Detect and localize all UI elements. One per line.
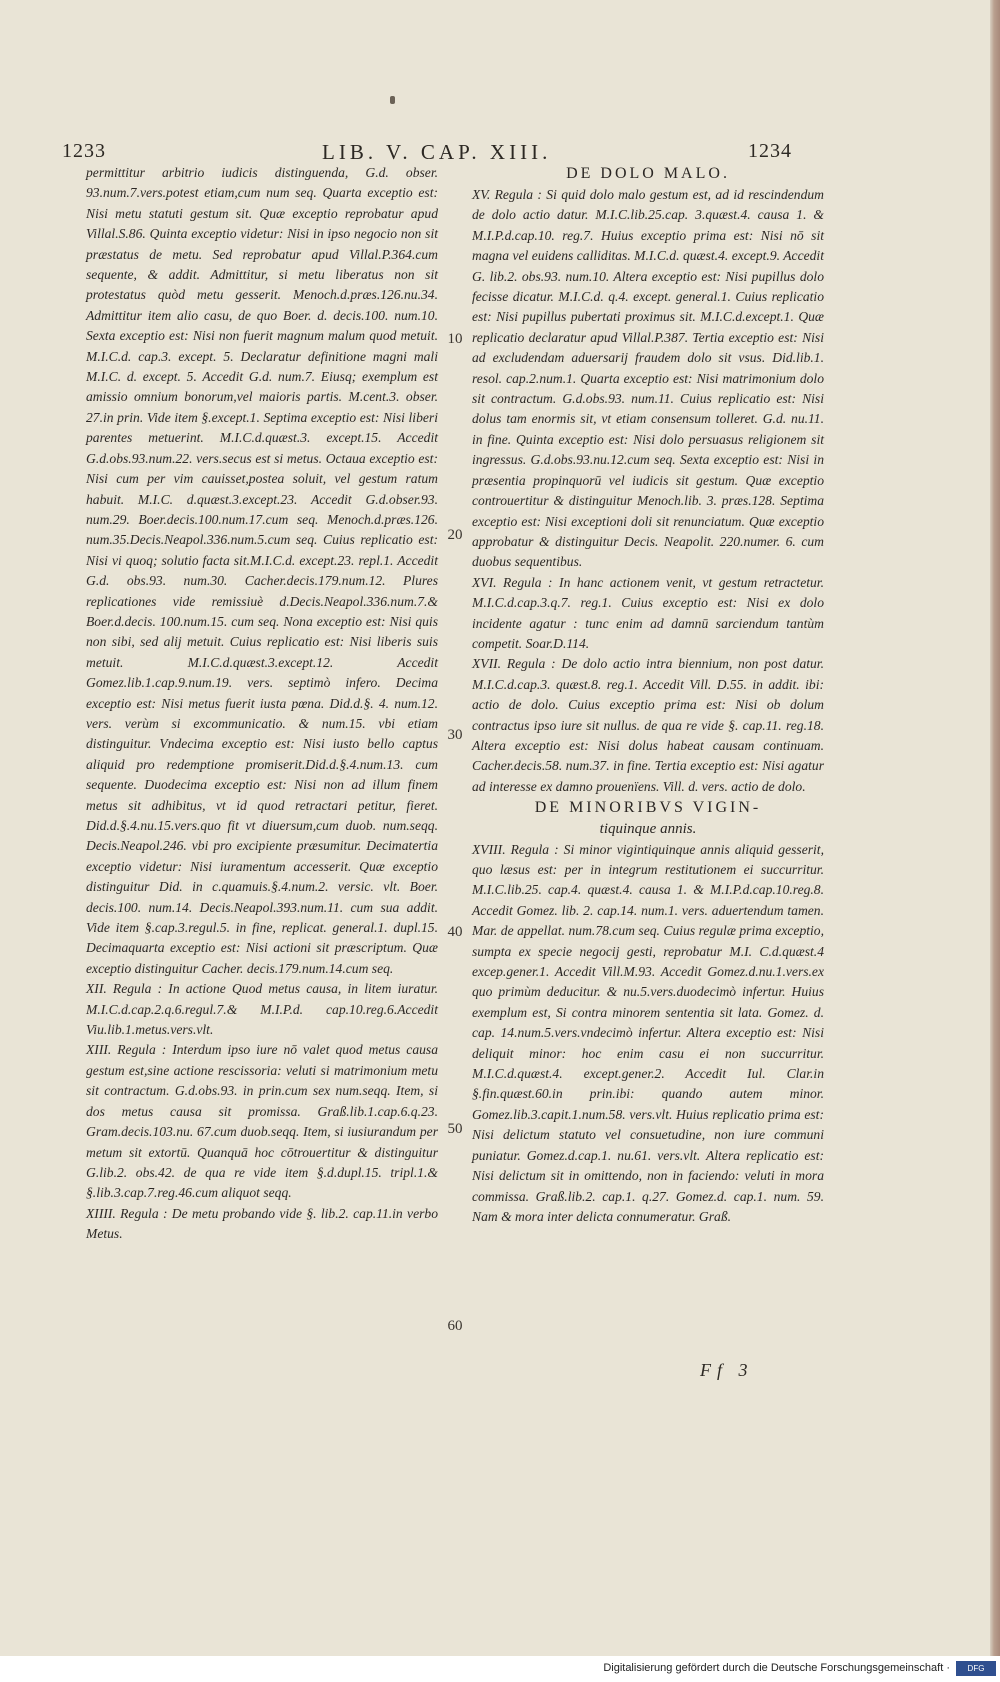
page-edge [990,0,1000,1682]
right-paragraph: XV. Regula : Si quid dolo malo gestum est, ad id rescindendum de dolo actio datur. M.I.C.lib.25.cap. 3.quæst.4. causa 1. & M.I.P.d.cap.10. reg.7. Huius exceptio prima est: Nisi nō sit magna vel euidens calliditas. M.I.C.d. quæst.4. except.9. Accedit G. lib.2. obs.93. num.10. Altera exceptio est: Nisi pupillus dolo fecisse dicatur. M.I.C.d. q.4. except. general.1. Cuius replicatio est: Nisi pupillus pubertati proximus sit. M.I.C.d.except.1. Quæ replicatio declaratur apud Villal.P.387. Tertia exceptio est: Nisi ad excludendam aduersarij fraudem dolo sit vsus. Did.lib.1. resol. cap.2.num.1. Quarta exceptio est: Nisi matrimonium dolo sit contractum. G.d.obs.93. num.11. Cuius replicatio est: Nisi dolus tam enormis sit, vt etiam consensum tolleret. G.d. nu.11. in fine. Quinta exceptio est: Nisi dolo persuasus religionem sit ingressus. G.d.obs.93.nu.12.cum seq. Sexta exceptio est: Nisi in præsentia propinquorū vel iudicis sit gestum. Quæ exceptio controuertitur & distinguitur Menoch.lib. 3. præs.128. Septima exceptio est: Nisi exceptioni doli sit renunciatum. Quæ exceptio approbatur & distinguitur Decis. Neapolit. 220.numer. 6. cum duobus sequentibus. [472,187,824,570]
right-paragraph: XVII. Regula : De dolo actio intra biennium, non post datur. M.I.C.d.cap.3. quæst.8. reg.1. Accedit Vill. D.55. in addit. ibi: actio de dolo. Cuius exceptio prima est: Nisi ob dolum contractus ipso iure sit nullus. de qua re vide §. cap.11. reg.18. Altera exceptio est: Nisi dolus habeat causam continuam. Cacher.decis.58. num.37. in fine. Tertia exceptio est: Nisi agatur ad interesse ex damno prouenïens. Vill. d. vers. actio de dolo. [472,656,824,794]
footer-credit: Digitalisierung gefördert durch die Deutsche Forschungsgemeinschaft · [603,1662,950,1674]
line-number: 10 [447,331,463,347]
line-number: 30 [447,727,463,743]
left-paragraph: permittitur arbitrio iudicis distinguenda, G.d. obser. 93.num.7.vers.potest etiam,cum num seq. Quarta exceptio est: Nisi metu statuti gestum sit. Quæ exceptio reprobatur apud Villal.S.86. Quinta exceptio videtur: Nisi in ipso negocio non sit præstatus de metu. Sed reprobatur apud Villal.P.364.cum sequente, & addit. Admittitur, si metu liberatus non sit protestatus quòd metu gesserit. Menoch.d.præs.126.nu.34. Admittitur item alio casu, de quo Boer. d. decis.100. num.10. Sexta exceptio est: Nisi non fuerit magnum malum quod metuit. M.I.C.d. cap.3. except. 5. Declaratur definitione magni mali M.I.C. d. except. 5. Accedit G.d. num.7. Eiusq; exemplum est amissio omnium bonorum,vel maioris partis. M.cent.3. obser. 27.in prin. Vide item §.except.1. Septima exceptio est: Nisi liberi parentes metuerint. M.I.C.d.quæst.3. except.15. Accedit G.d.obs.93.num.22. vers.secus est si metus. Octaua exceptio est: Nisi cum per vim cauisset,postea soluit, vel gestum ratum habuit. M.I.C. d.quæst.3.except.23. Accedit G.d.obser.93. num.29. Boer.decis.100.num.17.cum seq. Menoch.d.præs.126. num.35.Decis.Neapol.336.num.5.cum seq. Cuius replicatio est: Nisi vi quoq; solutio facta sit.M.I.C.d. except.23. repl.1. Accedit G.d. obs.93. num.30. Cacher.decis.179.num.12. Plures replicationes vide remissiuè d.Decis.Neapol.336.num.7.& Boer.d.decis. 100.num.15. cum seq. Nona exceptio est: Nisi quis non sibi, sed alij metuit. Cuius replicatio est: Nisi liberis suis metuit. M.I.C.d.quæst.3.except.12. Accedit Gomez.lib.1.cap.9.num.19. vers. septimò infero. Decima exceptio est: Nisi metus fuerit iusta pœna. Did.d.§. 4. num.12. vers. verùm si excommunicatio. & num.15. vbi etiam distinguitur. Vndecima exceptio est: Nisi iusto bello captus aliquid pro redemptione promiserit.Did.d.§.4.num.13. cum sequente. Duodecima exceptio est: Nisi non ad illum finem metus sit adhibitus, vt id quod retractari petitur, fieret. Did.d.§.4.nu.15.vers.quo fit vt diuersum,cum duob. num.seqq. Decis.Neapol.246. vbi pro excipiente præsumitur. Decimatertia exceptio videtur: Nisi iuramentum accesserit. Quæ exceptio distinguitur Did. in c.quamuis.§.4.num.2. versic. vlt. Boer. decis.100. num.14. Decis.Neapol.393.num.11. cum sua addit. Vide item §.cap.3.regul.5. in fine, replicat. general.1. dupl.15. Decimaquarta exceptio est: Nisi actioni sit præscriptum. Quæ exceptio distinguitur Cacher. decis.179.num.14.cum seq. [86,165,438,976]
left-paragraph: XII. Regula : In actione Quod metus causa, in litem iuratur. M.I.C.d.cap.2.q.6.regul.7.& M.I.P.d. cap.10.reg.6.Accedit Viu.lib.1.metus.vers.vlt. [86,981,438,1038]
running-head: LIB. V. CAP. XIII. [322,140,552,164]
ink-mark [390,96,395,104]
line-number: 50 [447,1121,463,1137]
left-paragraph: XIIII. Regula : De metu probando vide §. lib.2. cap.11.in verbo Metus. [86,1205,438,1242]
digitization-footer [0,1656,1000,1682]
line-number: 60 [447,1318,463,1334]
left-column [86,163,438,1245]
right-paragraph: XVIII. Regula : Si minor vigintiquinque annis aliquid gesserit, quo læsus est: per in integrum restitutionem ei succurritur. M.I.C.lib.25. cap.4. quæst.4. causa 1. & M.I.P.d.cap.10.reg.8. Accedit Gomez. lib. 2. cap.14. num.1. vers. aduertendum tamen. Mar. de appellat. num.78.cum seq. Cuius regulæ prima exceptio, sumpta ex specie negocij gesti, reprobatur M.I. C.d.quæst.4 excep.gener.1. Accedit Vill.M.93. Accedit Gomez.d.nu.1.vers.ex quo primùm deducitur. & nu.5.vers.duodecimò infertur. Huius exemplum est, Si contra minorem sententia sit lata. Gomez. d. cap. 14.num.5.vers.vndecimò infertur. Altera exceptio est: Nisi deliquit minor: hoc enim casu ei non succurritur. M.I.C.d.quæst.4. except.gener.2. Accedit Iul. Clar.in §.fin.quæst.60.in prin.ibi: quando autem minor. Gomez.lib.3.capit.1.num.58. vers.vlt. Huius replicatio prima est: Nisi delictum statuto vel consuetudine, non iure communi puniatur. Gomez.d.cap.1. nu.61. vers.vlt. Altera replicatio est: Nisi delictum sit in omittendo, non in faciendo: veluti in mora commissa. Graß.lib.2. cap.1. q.27. Gomez.d. cap.1. num. 59. Nam & mora inter delicta connumeratur. Graß. [472,841,824,1224]
dfg-logo: DFG [956,1661,996,1676]
page-number-right: 1234 [748,140,792,162]
left-paragraph: XIII. Regula : Interdum ipso iure nō valet quod metus causa gestum est,sine actione rescissoria: veluti si matrimonium metu sit contractum. G.d.obs.93. in prin.cum sex num.seqq. Item, si dos metus causa sit promissa. Graß.lib.1.cap.6.q.23. Gram.decis.103.nu. 67.cum duob.seqq. Item, si iusiurandum per metum sit extortū. Quanquā hoc cōtrouertitur & distinguitur G.lib.2. obs.42. de qua re vide item §.d.dupl.15. tripl.1.& §.lib.3.cap.7.reg.46.cum aliquot seqq. [86,1042,438,1201]
section-heading: DE MINORIBVS VIGIN- [534,799,762,817]
section-heading: DE DOLO MALO. [566,165,730,182]
section-subheading: tiquinque annis. [599,821,697,838]
line-number: 20 [447,527,463,543]
right-paragraph: XVI. Regula : In hanc actionem venit, vt gestum retractetur. M.I.C.d.cap.3.q.7. reg.1. Cuius exceptio est: Nisi ex dolo incidente agatur : tunc enim ad damnū sarciendum tantùm competit. Soar.D.114. [472,574,824,651]
line-number: 40 [447,924,463,940]
page-number-left: 1233 [62,140,106,162]
right-column [472,163,824,1227]
signature-mark: Ff 3 [700,1360,754,1380]
